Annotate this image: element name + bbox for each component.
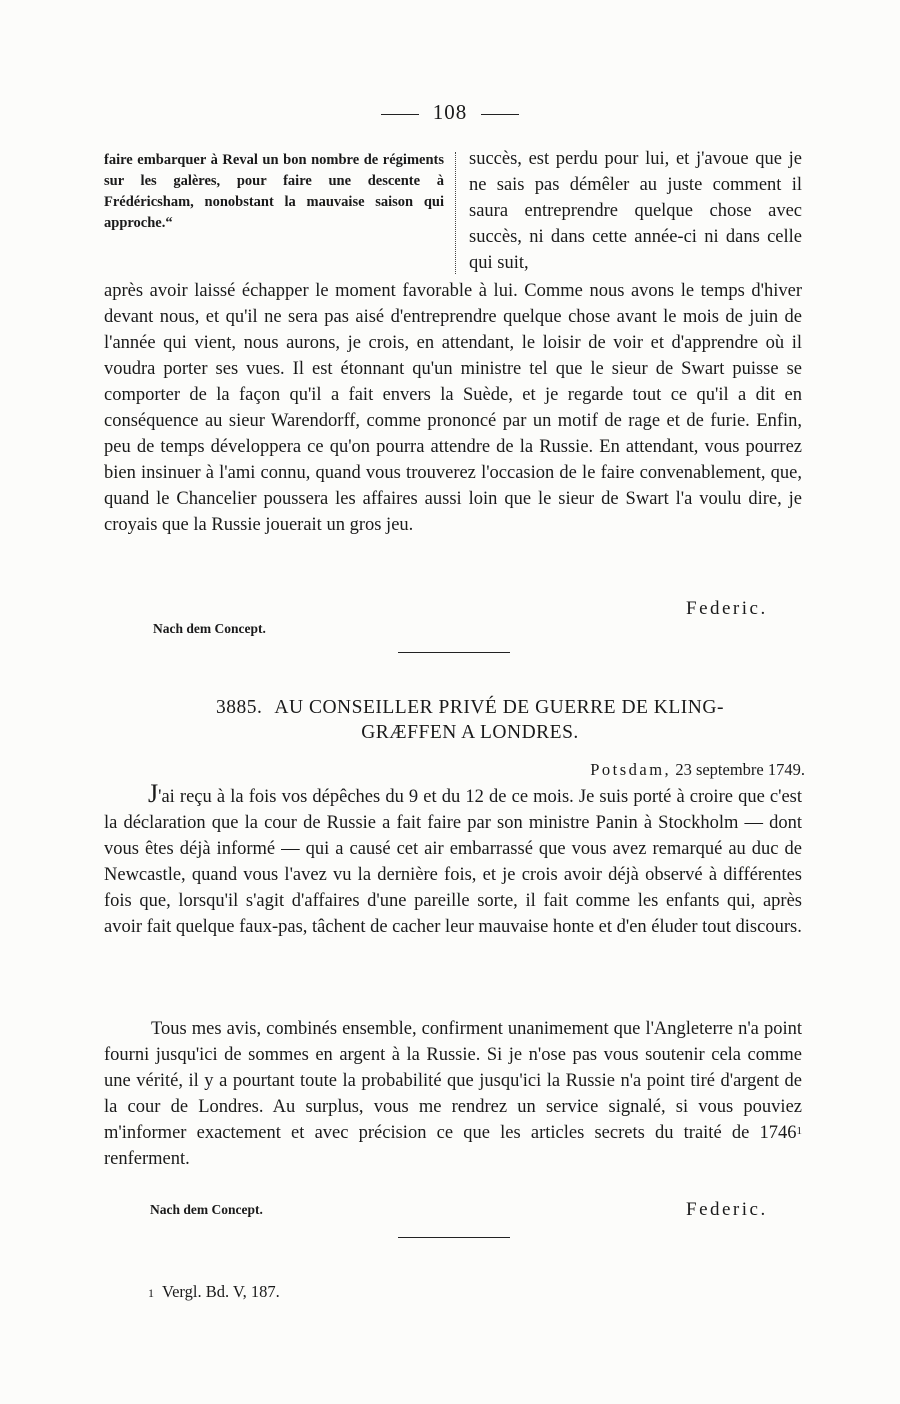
letter-number: 3885.: [216, 697, 263, 718]
letter-title-line2: GRÆFFEN A LONDRES.: [361, 722, 579, 743]
page-number: 108: [432, 100, 468, 124]
letter1-paragraph: après avoir laissé échapper le moment favorable à lui. Comme nous avons le temps d'hiver devant nous, et qu'il ne sera pas aisé d'entreprendre quelque chose avant le mois de juin de l'année qui vient, nous aurons, je crois, en attendant, le loisir de voir et d'apprendre où il voudra porter ses vues. Il est étonnant qu'un ministre tel que le sieur de Swart puisse se comporter de la façon qu'il a fait envers la Suède, et je regarde tout ce qu'il a dit en conséquence au sieur Warendorff, comme prononcé par un motif de rage et de furie. Enfin, peu de temps développera ce qu'on pourra attendre de la Russie. En attendant, vous pourrez bien insinuer à l'ami connu, quand vous trouverez l'occasion de le faire convenablement, que, quand le Chancelier poussera les affaires aussi loin que le sieur de Swart l'a voulu dire, je croyais que la Russie jouerait un gros jeu.: [104, 281, 802, 535]
letter1-body: [104, 278, 802, 538]
letter1-source: Nach dem Concept.: [153, 621, 266, 636]
page-number-header: [0, 100, 900, 125]
section-rule-1: [398, 652, 510, 653]
footnote-text: Vergl. Bd. V, 187.: [162, 1282, 280, 1301]
dateline-date: 23 septembre 1749.: [675, 760, 805, 779]
letter1-right-column: succès, est perdu pour lui, et j'avoue que je ne sais pas démêler au juste comment il saura entreprendre quelque chose avec succès, ni dans cette année-ci ni dans celle qui suit,: [469, 149, 802, 273]
letter2-signature: Federic.: [686, 1199, 768, 1220]
letter2-body-2: [104, 1016, 802, 1172]
paragraph-2-text: Tous mes avis, combinés ensemble, confirment unanimement que l'Angleterre n'a point fourni jusqu'ici de sommes en argent à la Russie. Si je n'ose pas vous soutenir cela comme une vérité, il y a pourtant toute la probabilité que jusqu'ici la Russie n'a point tiré d'argent de la cour de Londres. Au surplus, vous me rendrez un service signalé, si vous pouviez m'informer exactement et avec précision ce que les articles secrets du traité de 1746: [104, 1019, 802, 1143]
letter2-heading: [140, 695, 800, 745]
letter1-signature: Federic.: [686, 598, 768, 619]
right-dash: [481, 114, 519, 115]
dateline-place: Potsdam,: [590, 760, 672, 779]
letter2-paragraph-1: [104, 779, 802, 940]
drop-cap: J: [148, 779, 159, 808]
letter2-source: Nach dem Concept.: [150, 1202, 263, 1217]
section-rule-2: [398, 1237, 510, 1238]
footnote-reference: 1: [796, 1125, 802, 1137]
letter-title-line1: AU CONSEILLER PRIVÉ DE GUERRE DE KLING-: [274, 697, 724, 718]
paragraph-2-end: renferment.: [104, 1149, 190, 1169]
dateline: [440, 760, 805, 780]
left-dash: [381, 114, 419, 115]
footnote: [148, 1282, 280, 1302]
letter2-paragraph-1-text: 'ai reçu à la fois vos dépêches du 9 et du 12 de ce mois. Je suis porté à croire que c'est la déclaration que la cour de Russie a fait faire par son ministre Panin à Stockholm — dont vous êtes déjà informé — qui a causé cet air embarrassé que vous avez remarqué au duc de Newcastle, quand vous l'avez vu la dernière fois, et je crois avoir déjà observé à différentes fois que, lorsqu'il s'agit d'affaires d'une pareille sorte, il fait comme les enfants qui, après avoir fait quelque faux-pas, tâchent de cacher leur mauvaise honte et d'en éluder tout discours.: [104, 787, 802, 937]
letter2-body-1: [104, 779, 802, 940]
top-note: faire embarquer à Reval un bon nombre de régiments sur les galères, pour faire une descente à Frédéricsham, nonobstant la mauvaise saison qui approche.“: [104, 152, 444, 231]
letter2-paragraph-2: [104, 1016, 802, 1172]
footnote-mark: 1: [148, 1286, 154, 1300]
column-divider: [455, 152, 456, 274]
